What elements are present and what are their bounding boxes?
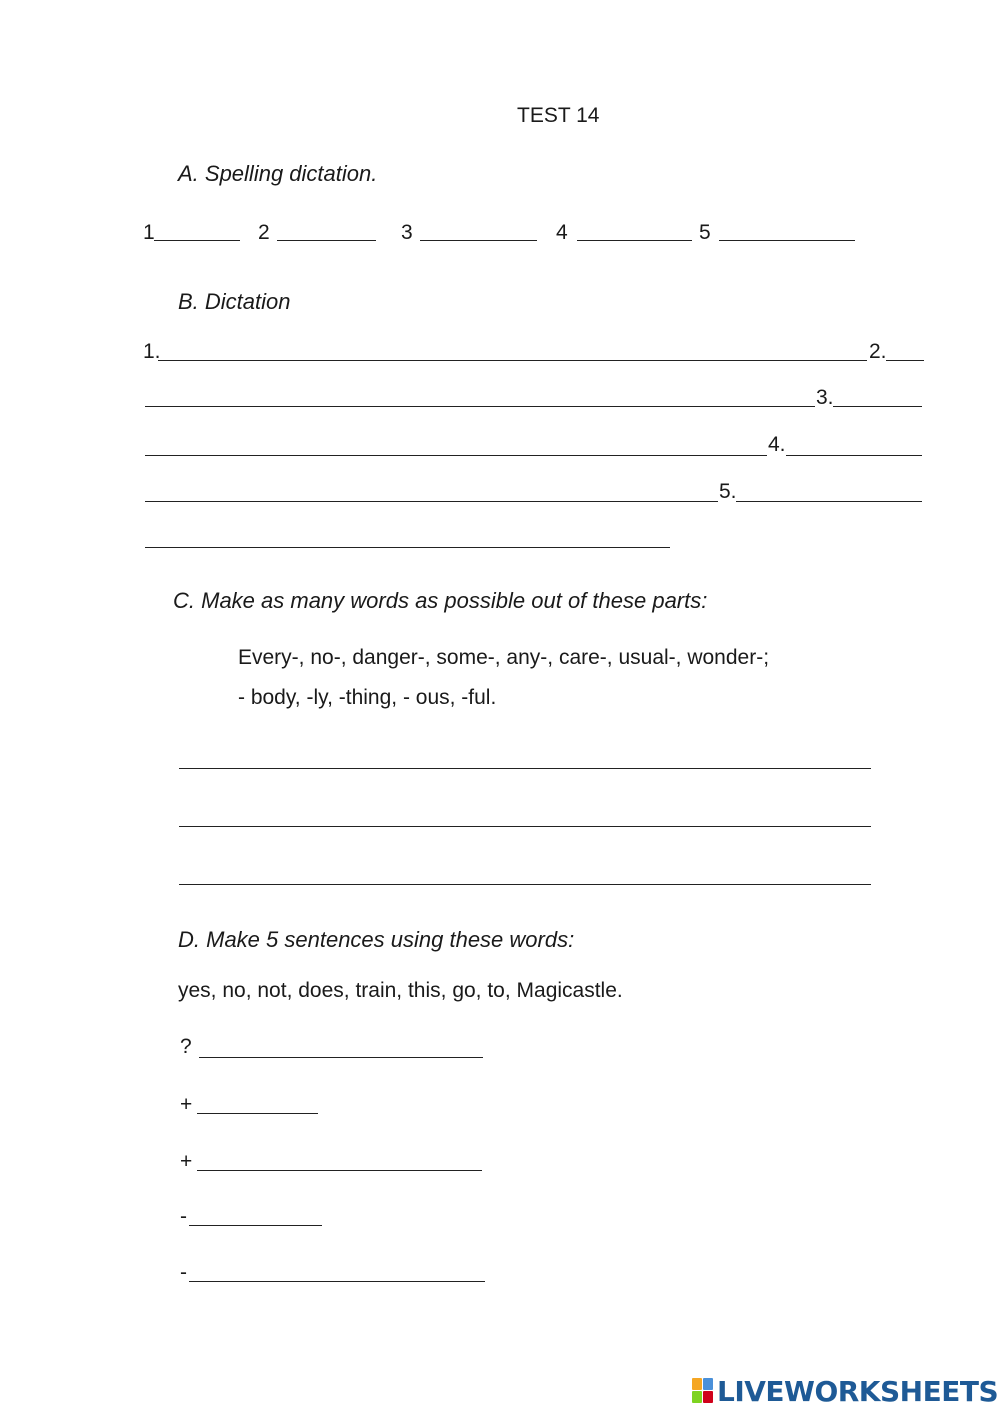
dictation-marker-2: 2.: [869, 340, 887, 363]
liveworksheets-logo-icon: [692, 1378, 714, 1404]
sentence-blank-3[interactable]: [197, 1170, 482, 1171]
dictation-blank-2b[interactable]: [145, 406, 815, 407]
dictation-blank-5b[interactable]: [145, 547, 670, 548]
liveworksheets-logo-text: LIVEWORKSHEETS: [717, 1374, 999, 1408]
words-answer-line-2[interactable]: [179, 826, 871, 827]
dictation-blank-1a[interactable]: [158, 360, 867, 361]
sentence-marker-minus-2: -: [180, 1261, 187, 1284]
dictation-blank-3b[interactable]: [145, 455, 767, 456]
section-d-heading: D. Make 5 sentences using these words:: [178, 927, 575, 952]
dictation-marker-3: 3.: [816, 386, 834, 409]
spelling-item-2-blank[interactable]: [277, 240, 376, 241]
dictation-blank-5a[interactable]: [736, 501, 922, 502]
dictation-marker-5: 5.: [719, 480, 737, 503]
dictation-blank-4a[interactable]: [786, 455, 922, 456]
spelling-item-1-blank[interactable]: [154, 240, 240, 241]
spelling-item-3-number: 3: [401, 221, 413, 244]
spelling-item-5-number: 5: [699, 221, 711, 244]
dictation-marker-4: 4.: [768, 433, 786, 456]
sentence-blank-1[interactable]: [199, 1057, 483, 1058]
words-answer-line-3[interactable]: [179, 884, 871, 885]
sentence-blank-2[interactable]: [197, 1113, 318, 1114]
sentence-words: yes, no, not, does, train, this, go, to, Magicastle.: [178, 979, 623, 1002]
sentence-blank-4[interactable]: [189, 1225, 322, 1226]
page-title: TEST 14: [517, 104, 600, 127]
section-c-heading: C. Make as many words as possible out of these parts:: [173, 588, 708, 613]
word-parts-line-1: Every-, no-, danger-, some-, any-, care-, usual-, wonder-;: [238, 646, 770, 669]
dictation-marker-1: 1.: [143, 340, 161, 363]
spelling-item-4-number: 4: [556, 221, 568, 244]
spelling-item-4-blank[interactable]: [577, 240, 692, 241]
words-answer-line-1[interactable]: [179, 768, 871, 769]
sentence-marker-plus-2: +: [180, 1150, 193, 1173]
dictation-blank-4b[interactable]: [145, 501, 718, 502]
liveworksheets-logo: [692, 1374, 998, 1408]
spelling-item-2-number: 2: [258, 221, 270, 244]
word-parts-line-2: - body, -ly, -thing, - ous, -ful.: [238, 686, 497, 709]
spelling-item-5-blank[interactable]: [719, 240, 855, 241]
spelling-item-3-blank[interactable]: [420, 240, 537, 241]
dictation-blank-2a[interactable]: [886, 360, 924, 361]
section-b-heading: B. Dictation: [178, 289, 291, 314]
dictation-blank-3a[interactable]: [833, 406, 922, 407]
spelling-item-1-number: 1: [143, 221, 155, 244]
sentence-marker-minus-1: -: [180, 1205, 187, 1228]
sentence-marker-question: ?: [180, 1035, 192, 1058]
sentence-marker-plus-1: +: [180, 1093, 193, 1116]
sentence-blank-5[interactable]: [189, 1281, 485, 1282]
section-a-heading: A. Spelling dictation.: [178, 161, 378, 186]
